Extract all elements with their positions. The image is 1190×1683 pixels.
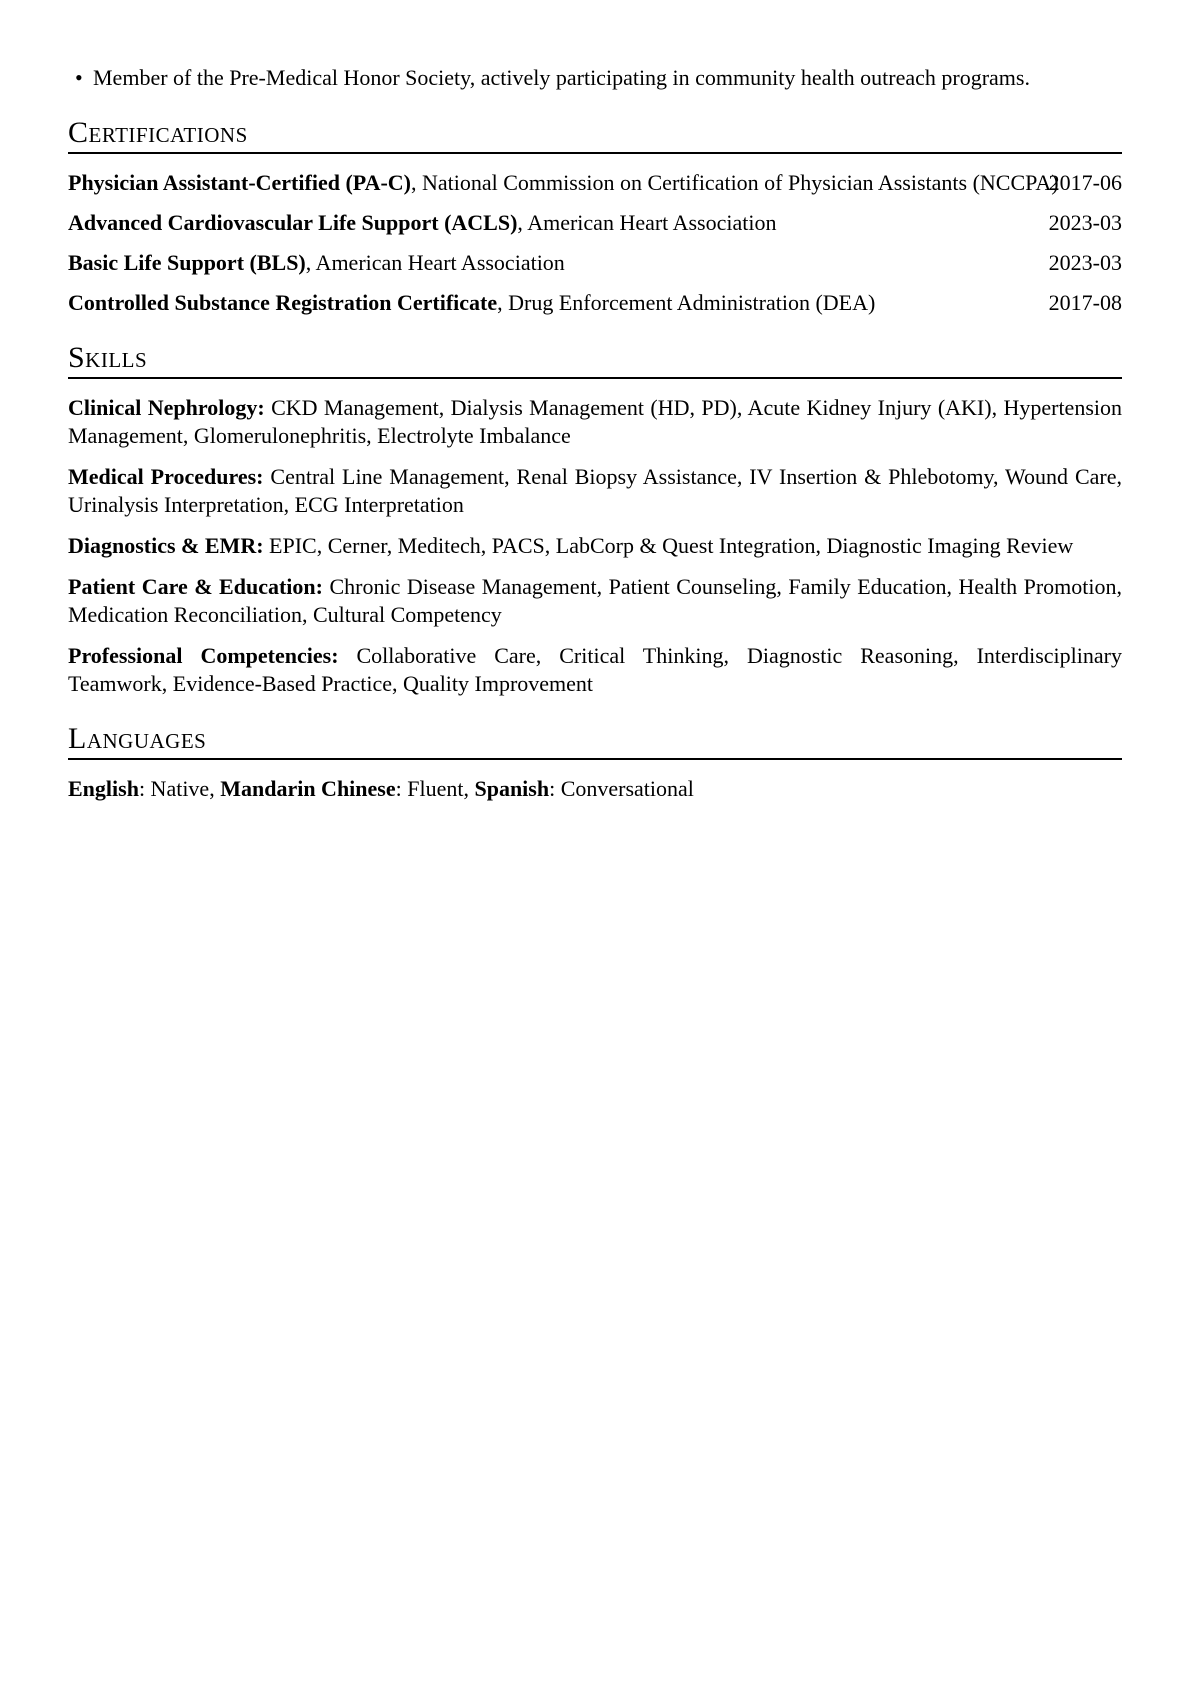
certification-entry: [68, 289, 1122, 317]
skill-category-label: Medical Procedures:: [68, 464, 264, 489]
skills-section-title: Skills: [68, 341, 148, 374]
languages-section-title: Languages: [68, 722, 207, 755]
language-level: : Native,: [138, 776, 221, 801]
certification-name: Controlled Substance Registration Certificate: [68, 290, 498, 315]
certification-name: Advanced Cardiovascular Life Support (ACLS): [68, 210, 518, 235]
language-level: : Fluent,: [395, 776, 475, 801]
bullet-icon: •: [75, 65, 83, 90]
certification-issuer: , Drug Enforcement Administration (DEA): [497, 290, 876, 315]
skill-category: [68, 532, 1122, 560]
skill-category-label: Diagnostics & EMR:: [68, 533, 264, 558]
skill-category-label: Professional Competencies:: [68, 643, 339, 668]
section-divider: [68, 377, 1122, 379]
certification-name: Basic Life Support (BLS): [68, 250, 306, 275]
skill-category-label: Clinical Nephrology:: [68, 395, 265, 420]
certification-issuer: , National Commission on Certification of Physician Assistants (NCCPA): [411, 170, 1059, 195]
certification-date: 2023-03: [1048, 250, 1122, 275]
certification-date: 2017-06: [1048, 170, 1122, 195]
language-name: Mandarin Chinese: [220, 776, 396, 801]
section-divider: [68, 152, 1122, 154]
language-name: Spanish: [474, 776, 550, 801]
skill-category: [68, 463, 1122, 519]
certification-name: Physician Assistant-Certified (PA-C): [68, 170, 411, 195]
skill-category-text: Collaborative Care, Critical Thinking, Diagnostic Reasoning, Interdisciplinary Teamwork, Evidence-Based Practice, Quality Improvement: [68, 643, 1122, 696]
skill-category-text: Central Line Management, Renal Biopsy Assistance, IV Insertion & Phlebotomy, Wound Care, Urinalysis Interpretation, ECG Interpretation: [68, 464, 1122, 517]
language-level: : Conversational: [549, 776, 694, 801]
certification-entry: [68, 209, 1122, 237]
skill-category-text: EPIC, Cerner, Meditech, PACS, LabCorp & Quest Integration, Diagnostic Imaging Review: [263, 533, 1074, 558]
language-name: English: [68, 776, 139, 801]
certification-date: 2023-03: [1048, 210, 1122, 235]
resume-content: [0, 0, 1190, 803]
certification-issuer: , American Heart Association: [305, 250, 565, 275]
certification-issuer: , American Heart Association: [517, 210, 777, 235]
certification-date: 2017-08: [1048, 290, 1122, 315]
certification-entry: [68, 249, 1122, 277]
experience-bullet-item: [68, 64, 1122, 92]
skill-category-text: Chronic Disease Management, Patient Counseling, Family Education, Health Promotion, Medication Reconciliation, Cultural Competency: [68, 574, 1122, 627]
languages-section: [68, 724, 1122, 803]
certification-entry: [68, 169, 1122, 197]
skill-category-label: Patient Care & Education:: [68, 574, 323, 599]
skill-category: [68, 394, 1122, 450]
experience-bullet-text: Member of the Pre-Medical Honor Society, actively participating in community health outreach programs.: [93, 65, 1030, 90]
skill-category: [68, 573, 1122, 629]
languages-line: [68, 775, 1122, 803]
skill-category: [68, 642, 1122, 698]
skills-section: [68, 343, 1122, 698]
certifications-section: [68, 118, 1122, 317]
certifications-section-title: Certifications: [68, 116, 248, 149]
skill-category-text: CKD Management, Dialysis Management (HD, PD), Acute Kidney Injury (AKI), Hypertension Management, Glomerulonephritis, Electrolyte Imbalance: [68, 395, 1122, 448]
section-divider: [68, 758, 1122, 760]
